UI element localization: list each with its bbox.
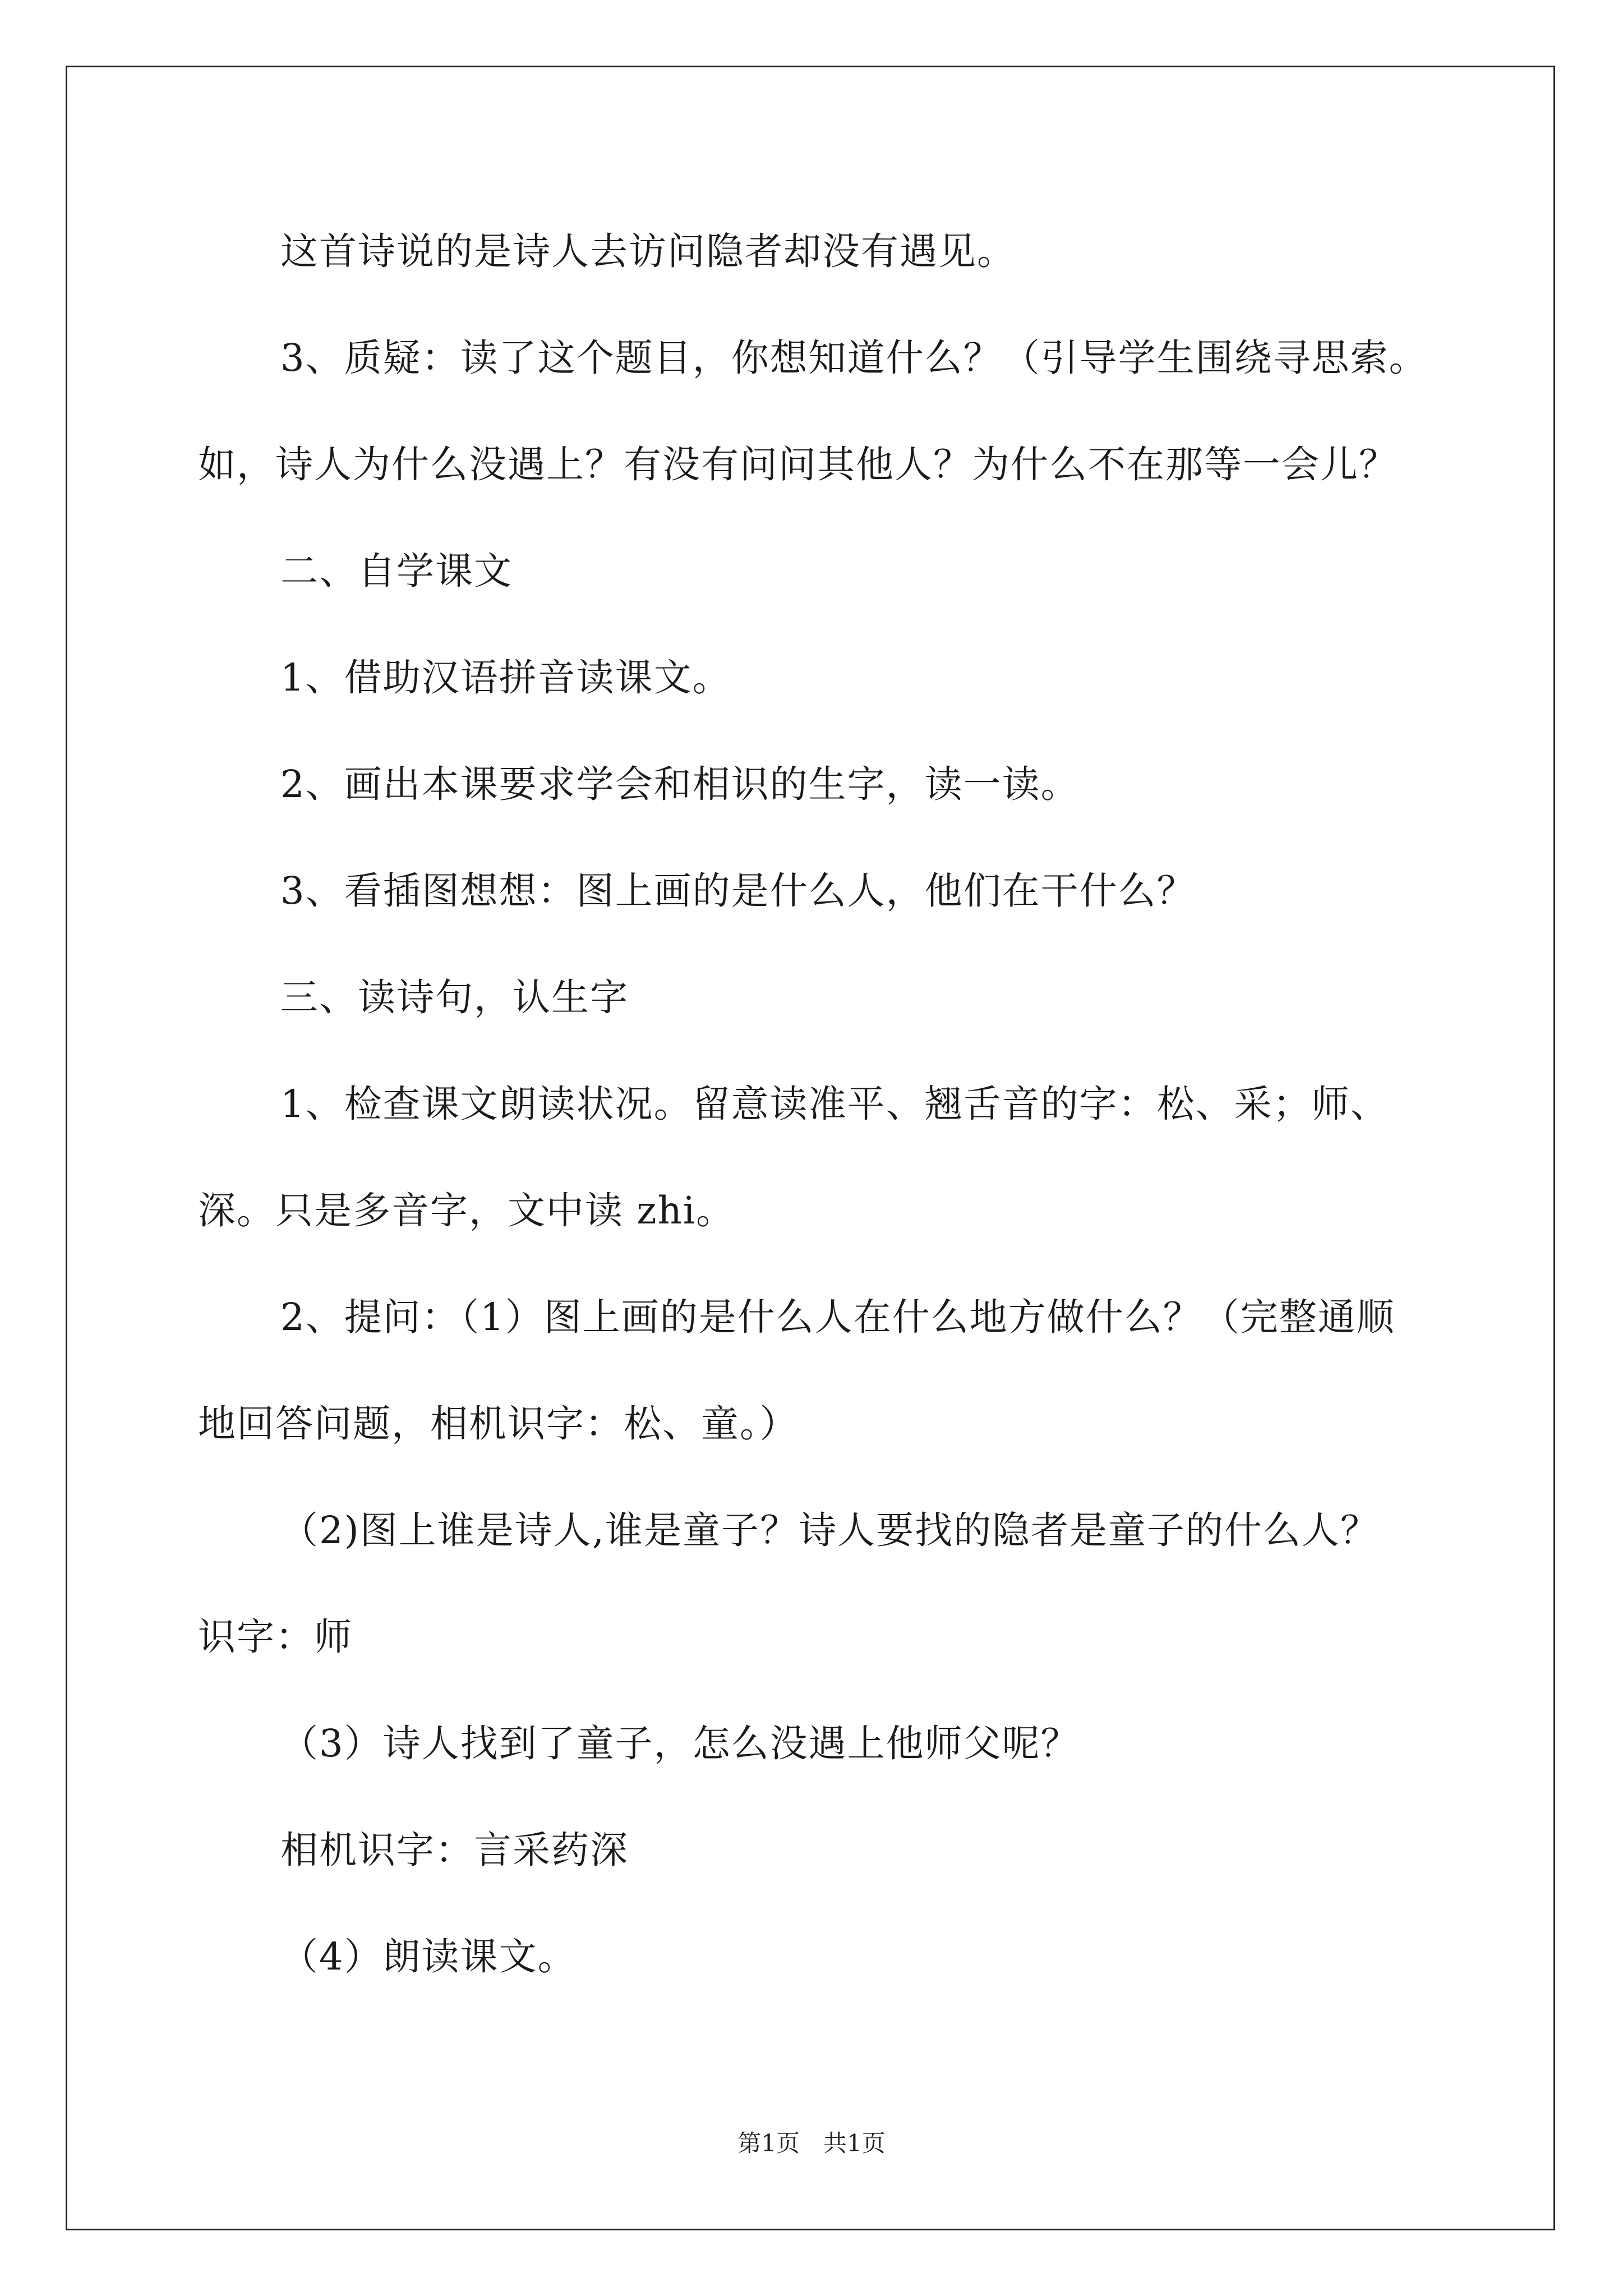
page-frame: [66, 66, 1555, 2230]
section-heading-2: 二、自学课文: [280, 549, 513, 593]
text-line-13: （2)图上谁是诗人,谁是童子？诗人要找的隐者是童子的什么人？: [280, 1508, 1380, 1552]
text-line-3: 如，诗人为什么没遇上？有没有问问其他人？为什么不在那等一会儿？: [198, 443, 1398, 486]
text-line-17: （4）朗读课文。: [280, 1935, 577, 1978]
text-line-12: 地回答问题，相机识字：松、童。）: [198, 1402, 799, 1446]
text-line-2: 3、质疑：读了这个题目，你想知道什么？（引导学生围绕寻思索。: [280, 336, 1428, 380]
text-line-9: 1、检查课文朗读状况。留意读准平、翘舌音的字：松、采；师、: [280, 1082, 1389, 1126]
text-line-7: 3、看插图想想：图上画的是什么人，他们在干什么？: [280, 869, 1196, 913]
text-line-5: 1、借助汉语拼音读课文。: [280, 656, 731, 700]
section-heading-3: 三、读诗句，认生字: [280, 976, 629, 1019]
text-line-11: 2、提问：（1）图上画的是什么人在什么地方做什么？（完整通顺: [280, 1295, 1395, 1339]
text-line-6: 2、画出本课要求学会和相识的生字，读一读。: [280, 762, 1080, 806]
page-footer: 第1页 共1页: [737, 2129, 886, 2157]
text-line-14: 识字：师: [198, 1615, 353, 1659]
text-line-15: （3）诗人找到了童子，怎么没遇上他师父呢？: [280, 1722, 1080, 1765]
text-line-1: 这首诗说的是诗人去访问隐者却没有遇见。: [280, 229, 1016, 273]
text-line-10: 深。只是多音字，文中读 zhi。: [198, 1189, 735, 1232]
text-line-16: 相机识字：言采药深: [280, 1828, 629, 1872]
